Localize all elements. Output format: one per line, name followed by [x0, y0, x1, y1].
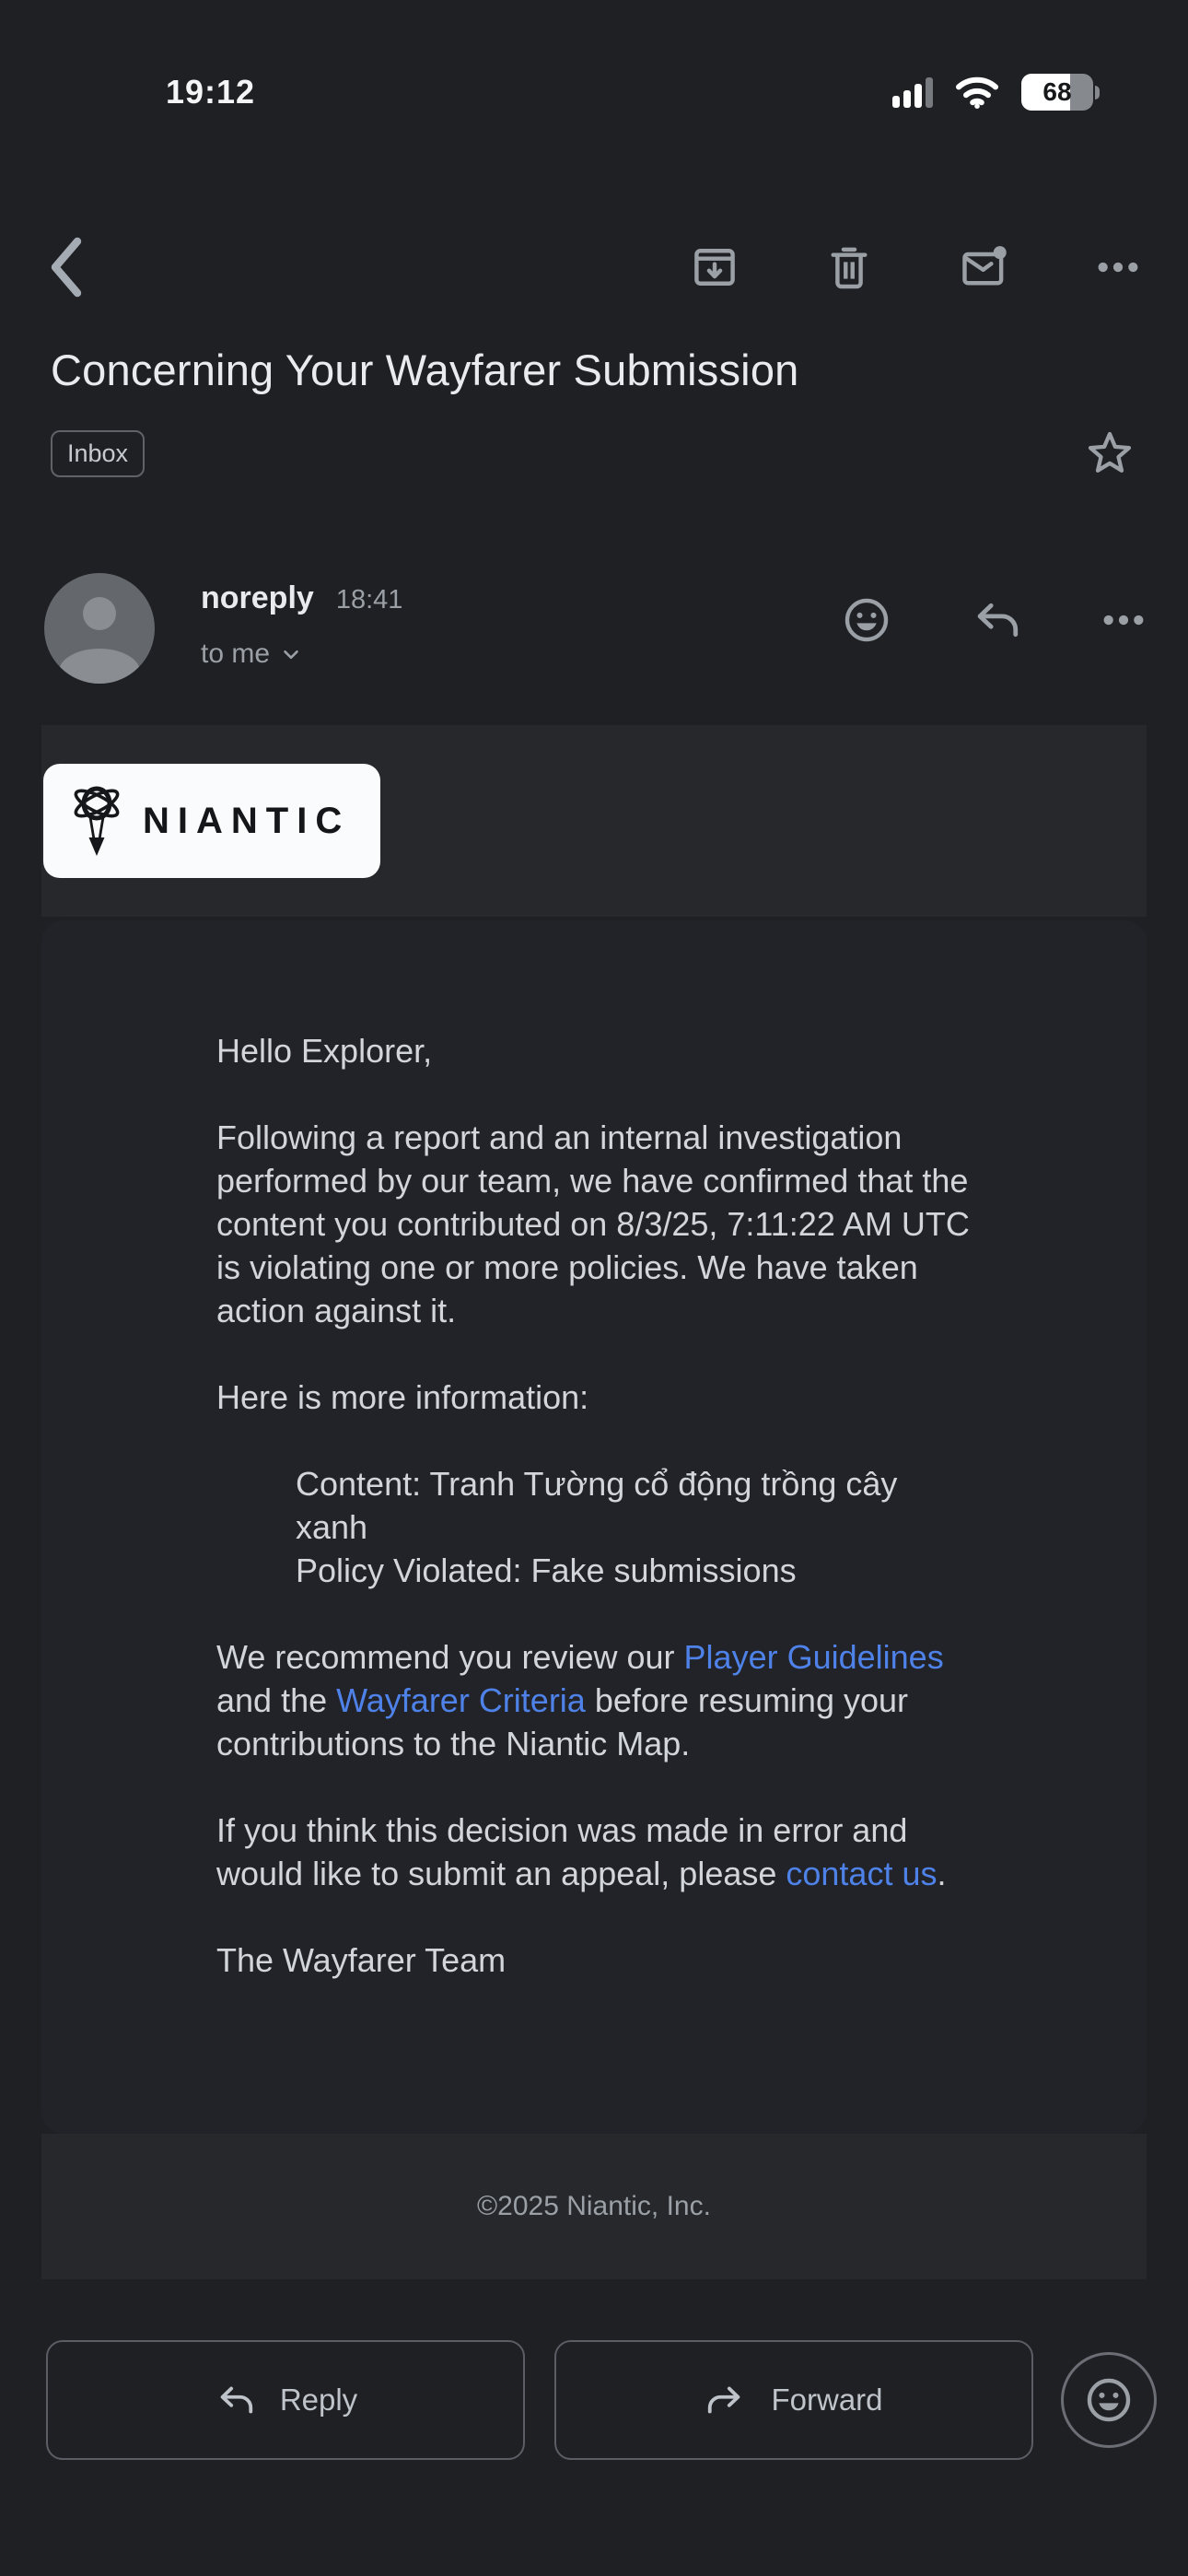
- niantic-wordmark: NIANTIC: [143, 800, 351, 841]
- policy-detail-line: Policy Violated: Fake submissions: [296, 1551, 797, 1589]
- archive-icon: [689, 241, 740, 293]
- mark-unread-icon: [958, 241, 1009, 293]
- content-detail-line: Content: Tranh Tường cổ động trồng cây xanh: [296, 1465, 898, 1546]
- add-reaction-button[interactable]: [840, 593, 893, 647]
- chevron-down-icon: [279, 642, 303, 666]
- appeal-text: .: [937, 1855, 947, 1892]
- player-guidelines-link[interactable]: Player Guidelines: [683, 1638, 944, 1676]
- email-header-band: [41, 725, 1147, 917]
- greeting-text: Hello Explorer,: [216, 1032, 433, 1070]
- emoji-smile-icon: [1082, 2373, 1136, 2427]
- trash-icon: [823, 241, 875, 293]
- reply-button-label: Reply: [279, 2383, 358, 2417]
- more-options-icon: [1092, 241, 1144, 293]
- recommend-paragraph: [216, 1635, 972, 1765]
- contact-us-link[interactable]: contact us: [786, 1855, 938, 1892]
- recipient-expander[interactable]: [201, 638, 402, 670]
- email-toolbar: [0, 212, 1188, 322]
- recommend-text: We recommend you review our: [216, 1638, 684, 1676]
- signoff-text: The Wayfarer Team: [216, 1941, 507, 1979]
- mark-unread-button[interactable]: [958, 241, 1009, 293]
- reply-arrow-icon: [969, 593, 1022, 647]
- status-bar: [0, 0, 1188, 162]
- delete-button[interactable]: [823, 241, 875, 293]
- reply-button[interactable]: [46, 2340, 525, 2460]
- email-content: [41, 725, 1147, 2279]
- email-body: [41, 920, 1147, 2134]
- appeal-text: If you think this decision was made in error and would like to submit an appeal, please: [216, 1811, 908, 1892]
- more-options-button[interactable]: [1092, 241, 1144, 293]
- reply-arrow-icon: [214, 2379, 256, 2421]
- back-button[interactable]: [42, 234, 90, 300]
- investigation-paragraph: Following a report and an internal investigation performed by our team, we have confirmed that the content you contributed on 8/3/25, 7:11:22 AM UTC is violating one or more policies. We have taken action against it.: [216, 1118, 970, 1329]
- more-options-icon: [1098, 594, 1149, 646]
- niantic-logo-card: [43, 764, 380, 878]
- star-button[interactable]: [1082, 426, 1137, 481]
- sender-row: [0, 573, 1188, 684]
- sender-name: noreply: [201, 580, 314, 615]
- received-time: 18:41: [335, 585, 403, 615]
- emoji-smile-icon: [840, 593, 893, 647]
- wayfarer-criteria-link[interactable]: Wayfarer Criteria: [336, 1681, 586, 1719]
- forward-button[interactable]: [554, 2340, 1033, 2460]
- recommend-text: before resuming your contributions to the Niantic Map.: [216, 1681, 909, 1762]
- forward-arrow-icon: [705, 2379, 747, 2421]
- battery-percent: 68: [1042, 77, 1072, 106]
- recommend-text: and the: [216, 1681, 337, 1719]
- more-info-line: Here is more information:: [216, 1378, 589, 1416]
- cellular-signal-icon: [892, 76, 933, 108]
- add-reaction-button-bottom[interactable]: [1061, 2352, 1157, 2448]
- clock: 19:12: [166, 73, 256, 111]
- reply-button-header[interactable]: [969, 593, 1022, 647]
- wifi-icon: [953, 74, 1001, 111]
- message-menu-button[interactable]: [1098, 594, 1149, 646]
- inbox-label-chip[interactable]: Inbox: [51, 430, 145, 477]
- sender-avatar[interactable]: [44, 573, 155, 684]
- copyright-text: ©2025 Niantic, Inc.: [477, 2191, 711, 2221]
- email-footer: [41, 2134, 1147, 2279]
- back-chevron-icon: [42, 234, 90, 300]
- battery-icon: [1021, 74, 1100, 111]
- archive-button[interactable]: [689, 241, 740, 293]
- bottom-action-bar: [0, 2340, 1188, 2460]
- appeal-paragraph: [216, 1809, 972, 1895]
- forward-button-label: Forward: [771, 2383, 883, 2417]
- star-icon: [1082, 426, 1137, 481]
- email-subject: Concerning Your Wayfarer Submission: [51, 345, 799, 394]
- niantic-balloon-icon: [67, 779, 126, 862]
- status-indicators: [892, 74, 1100, 111]
- recipient-label: to me: [201, 638, 271, 669]
